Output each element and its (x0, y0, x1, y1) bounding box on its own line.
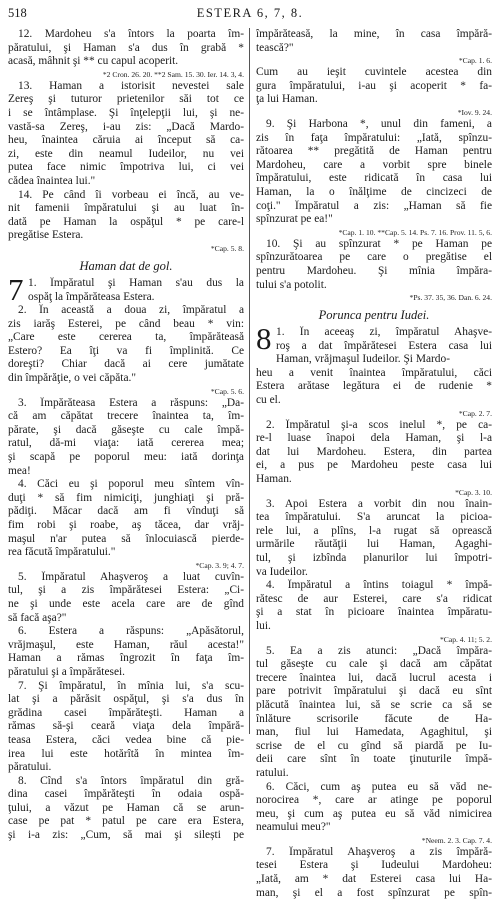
text-line: rămas să-şi ceară viaţa dela împără- (8, 720, 244, 733)
text-line: tească?" (256, 41, 294, 54)
text-line: şi a stat în picioare înaintea împăratu- (256, 606, 492, 619)
text-line: maşul n'ar putea să înlocuiască pierde- (8, 532, 244, 545)
text-line: doreşti? Chiar dacă ai cere jumătate (8, 358, 244, 371)
text-line: zis iarăş Esterei, pe când beau * vin: (8, 317, 244, 330)
cross-reference: *Neem. 2. 3. Cap. 7. 4. (421, 835, 492, 845)
text-line: tesei Estera şi Iudeului Mardoheu: (256, 859, 492, 872)
text-line: 6. Estera a răspuns: „Apăsătorul, (18, 625, 244, 638)
cross-reference: *Cap. 1. 6. (458, 56, 492, 66)
text-line: re-l luase înapoi dela Haman, şi l-a (256, 432, 492, 445)
cross-reference: *Cap. 5. 8. (210, 243, 244, 253)
text-line: teasa Estera, căci vedea bine că pie- (8, 733, 244, 746)
cross-reference: *Cap. 3. 10. (455, 487, 492, 497)
text-line: 12. Mardoheu s'a întors la poarta îm- (18, 28, 244, 40)
text-line: norocirea *, care ar atinge pe poporul (256, 794, 492, 807)
text-line: Zereş şi tuturor prietenilor săi tot ce (8, 93, 244, 106)
text-line: 3. Împărăteasa Estera a răspuns: „Da- (18, 396, 244, 409)
text-line: case pe pat * patul pe care era Estera, (8, 815, 244, 828)
text-line: pare potrivit împăratului şi dacă eu sînt (256, 685, 492, 698)
text-line: lui. (256, 619, 271, 632)
text-line: tul găseşte cu cale şi dacă am căpătat (256, 658, 492, 671)
cross-reference: *Ps. 37. 35, 36. Dan. 6. 24. (409, 293, 492, 303)
text-line: i se întâmplase. Şi înţelepţii lui, şi ne- (8, 106, 244, 119)
cross-reference: *Cap. 1. 10. **Cap. 5. 14. Ps. 7. 16. Prov. 11. 5, 6. (338, 227, 492, 237)
text-line: Haman, la o înălţime de cincizeci de (256, 185, 492, 198)
text-line: 7. Împăratul Ahaşveroş a zis împără- (266, 845, 492, 858)
text-line: urmările răutăţii lui Haman, Agaghi- (256, 538, 492, 551)
text-line: 6. Căci, cum aş putea eu să văd ne- (266, 780, 492, 793)
text-line: heu, înaintea căruia ai început să ca- (8, 134, 244, 147)
text-line: va Iudeilor. (256, 565, 308, 578)
left-block-3 (8, 304, 244, 386)
text-line: pregătise Estera. (8, 229, 84, 242)
cross-reference: *Cap. 2. 7. (458, 408, 492, 418)
text-line: împăratului, este ridicată în casa lui (256, 172, 492, 185)
text-line: 7. Şi împăratul, în mînia lui, s'a scu- (18, 679, 244, 692)
text-line: ne şi unde este acela care are de gînd (8, 597, 244, 610)
cross-reference: *2 Cron. 26. 20. **2 Sam. 15. 30. Ier. 14. 3, 4. (102, 69, 244, 79)
text-line: lat şi a părăsit ospăţul, şi s'a dus în (8, 693, 244, 706)
text-line: tul, şi izbînda planurilor lui împotri- (256, 552, 492, 564)
text-line: să facă aşa?" (8, 611, 67, 624)
right-block-5-drop (256, 321, 492, 367)
cross-reference: *Cap. 4. 11; 5. 2. (439, 634, 492, 644)
right-block-5 (256, 367, 492, 408)
text-line: ratul, dă-mi viaţa: iată cererea mea; (8, 437, 244, 450)
text-line: Haman a rămas îngrozit în faţa îm- (8, 652, 244, 665)
text-line: 4. Împăratul a întins toiagul * împă- (266, 579, 492, 592)
text-line: 9. Şi Harbona *, unul din fameni, a (266, 117, 492, 130)
text-line: că am căpătat trecere înaintea ta, îm- (8, 410, 244, 423)
text-line: 14. Pe când îi vorbeau ei încă, au ve- (18, 188, 244, 201)
text-line: păratului. (8, 761, 52, 774)
text-line: ţa lui Haman. (256, 93, 318, 106)
text-line: vrăjmaşul, este Haman, răul acesta!" (8, 638, 244, 651)
left-block-5 (8, 571, 244, 843)
text-line: dina casei împărăteşti în odaia ospă- (8, 788, 244, 801)
text-line: meu, şi cum aş putea eu să văd nimicirea (256, 807, 492, 820)
text-line: Mardoheu, care a vorbit spre binele (256, 158, 492, 171)
text-line: coţi." Împăratul a zis: „Haman să fie (256, 199, 492, 212)
left-block-3-drop (8, 271, 244, 307)
right-block-6 (256, 419, 492, 487)
chapter-start (256, 321, 492, 367)
text-line: tul, şi a zis împărătesei Estera: „Ci- (8, 584, 244, 597)
text-line: rătesc de aur Esterei, care s'a ridicat (256, 592, 492, 605)
text-line: „Care este cererea ta, împărăteasă (8, 331, 244, 344)
page-number: 518 (8, 6, 27, 20)
column-divider (249, 28, 250, 734)
text-line: pădiţi. Măcar dacă am fi vînduţi să (8, 505, 244, 518)
chapter-drop-cap: 8 (256, 321, 272, 357)
text-line: Estero? Ea îţi va fi împlinită. Ce (8, 344, 244, 357)
text-line: roş a dat împărătesei Estera casa lui (276, 339, 492, 352)
text-line: pentru Mardoheu. Şi mînia împăra- (256, 264, 492, 277)
text-line: păratului şi a împărătesei. (8, 665, 126, 678)
text-line: spînzurat pe ea!" (256, 213, 333, 226)
text-line: tea împăratului. S'a aruncat la picioa- (256, 511, 492, 524)
text-line: cu el. (256, 394, 281, 407)
text-line: neamului meu?" (256, 821, 331, 834)
text-line: „Iată, am * dat Esterei casa lui Ha- (256, 873, 492, 886)
cross-reference: *Iov. 9. 24. (457, 107, 492, 117)
text-line: şi i-a zis: „Cum, să mai şi silești pe (8, 829, 244, 842)
text-columns (8, 28, 492, 899)
text-line: 13. Haman a istorisit nevestei sale (18, 79, 244, 92)
left-block-1 (8, 28, 244, 69)
text-line: ratului. (256, 766, 289, 779)
text-line: 10. Şi au spînzurat * pe Haman pe (266, 237, 492, 250)
text-line: grădina casei împărăteşti. Haman a (8, 706, 244, 719)
text-line: irea lui este hotărîtă în mintea îm- (8, 747, 244, 760)
text-line: acasă, mâhnit şi ** cu capul acoperit. (8, 55, 179, 68)
text-line: 2. În aceastǎ a doua zi, împăratul a (18, 304, 244, 317)
page-header (8, 6, 492, 24)
text-line: rătoarea ** pregătită de Haman pentru (256, 145, 492, 158)
text-line: spînzurătoarea pe care o pregătise el (256, 251, 492, 264)
text-line: deii care sînt în toate ţinuturile împă- (256, 753, 492, 766)
text-line: dată pe Haman la ospăţul * pe care-l (8, 215, 244, 228)
text-line: mea! (8, 464, 31, 477)
text-line: ţului, a văzut pe Haman că se arun- (8, 801, 244, 814)
right-block-4 (256, 238, 492, 292)
text-line: 4. Căci eu şi poporul meu sîntem vîn- (18, 478, 244, 491)
chapter-start (8, 271, 244, 307)
text-line: 2. Împăratul şi-a scos inelul *, pe ca- (266, 418, 492, 431)
text-line: tului s'a potolit. (256, 278, 327, 291)
left-block-4 (8, 397, 244, 560)
right-block-2 (256, 66, 492, 107)
chapter-drop-cap: 7 (8, 271, 24, 307)
right-block-3 (256, 118, 492, 227)
text-line: şi scapă pe poporul meu: iată dorinţa (8, 451, 244, 464)
text-line: 5. Ea a zis atunci: „Dacă împăra- (266, 644, 492, 657)
text-line: din împărăţie, o vei căpăta." (8, 372, 136, 385)
right-block-7 (256, 498, 492, 634)
text-line: plăcută înaintea lui, să se scrie ca să se (256, 698, 492, 711)
text-line: 8. Cînd s'a întors împăratul din gră- (18, 774, 244, 787)
section-heading: Haman dat de gol. (79, 258, 173, 273)
text-line: rele lui, a plîns, l-a rugat să oprească (256, 524, 492, 537)
text-line: Haman, vrăjmaşul Iudeilor. Şi Mardo- (276, 353, 450, 366)
text-line: împărăteasă, la mine, în casa împără- (256, 28, 492, 40)
text-line: heu a venit înaintea împăratului, căci (256, 366, 492, 379)
right-block-1 (256, 28, 492, 55)
text-line: trecere înaintea lui, dacă lucrul acesta i (256, 671, 492, 684)
text-line: rea făcută împăratului." (8, 546, 116, 559)
right-block-9 (256, 846, 492, 900)
right-column (256, 28, 492, 900)
text-line: 3. Apoi Estera a vorbit din nou înain- (266, 497, 492, 510)
text-line: zis în faţa împăratului: „Iată, spînzu- (256, 131, 492, 144)
section-heading: Porunca pentru Iudei. (318, 308, 430, 323)
cross-reference: *Cap. 3. 9; 4. 7. (195, 560, 244, 570)
text-line: 1. În aceeaş zi, împăratul Ahaşve- (276, 326, 492, 339)
text-line: man, şi el a fost spînzurat pe spîn- (256, 886, 492, 899)
text-line: părate, şi dacă găseşte cu cale împă- (8, 423, 244, 436)
left-block-2 (8, 80, 244, 243)
text-line: scrise de el cu gînd să piardă pe Iu- (256, 739, 492, 752)
text-line: Estera arătase legătura ei de rudenie * (256, 380, 492, 393)
text-line: ospăţ la împărăteasa Estera. (28, 290, 155, 303)
text-line: putea face nimic împotriva lui, ci vei (8, 161, 244, 174)
text-line: gura împăratului, i-au şi acoperit * fa- (256, 79, 492, 92)
text-line: dat lui Mardoheu. Estera, din partea (256, 445, 492, 458)
text-line: cădea înaintea lui." (8, 174, 96, 187)
left-column (8, 28, 244, 843)
text-line: 1. Împăratul şi Haman s'au dus la (28, 276, 244, 289)
text-line: 5. Împăratul Ahaşveroş a luat cuvîn- (18, 570, 244, 583)
text-line: Haman. (256, 473, 292, 486)
text-line: nit famenii împăratului şi au luat în- (8, 202, 244, 215)
running-title: ESTERA 6, 7, 8. (196, 6, 304, 20)
cross-reference: *Cap. 5. 6. (210, 386, 244, 396)
text-line: înlăture scrisorile făcute de Ha- (256, 712, 492, 725)
text-line: Cum au ieşit cuvintele acestea din (256, 66, 492, 79)
text-line: man, fiul lui Hamedata, Agaghitul, şi (256, 726, 492, 739)
text-line: zi, este din neamul Iudeilor, nu vei (8, 147, 244, 160)
text-line: fim robi şi roabe, aş tăcea, dar vrăj- (8, 519, 244, 531)
text-line: păratului, şi Haman s'a dus în grabă * (8, 41, 244, 54)
text-line: duţi * să fim nimiciţi, junghiaţi şi pră- (8, 491, 244, 504)
text-line: ei, a pus pe Mardoheu peste casa lui (256, 459, 492, 472)
text-line: vastă-sa Zereş, i-au zis: „Dacă Mardo- (8, 120, 244, 133)
